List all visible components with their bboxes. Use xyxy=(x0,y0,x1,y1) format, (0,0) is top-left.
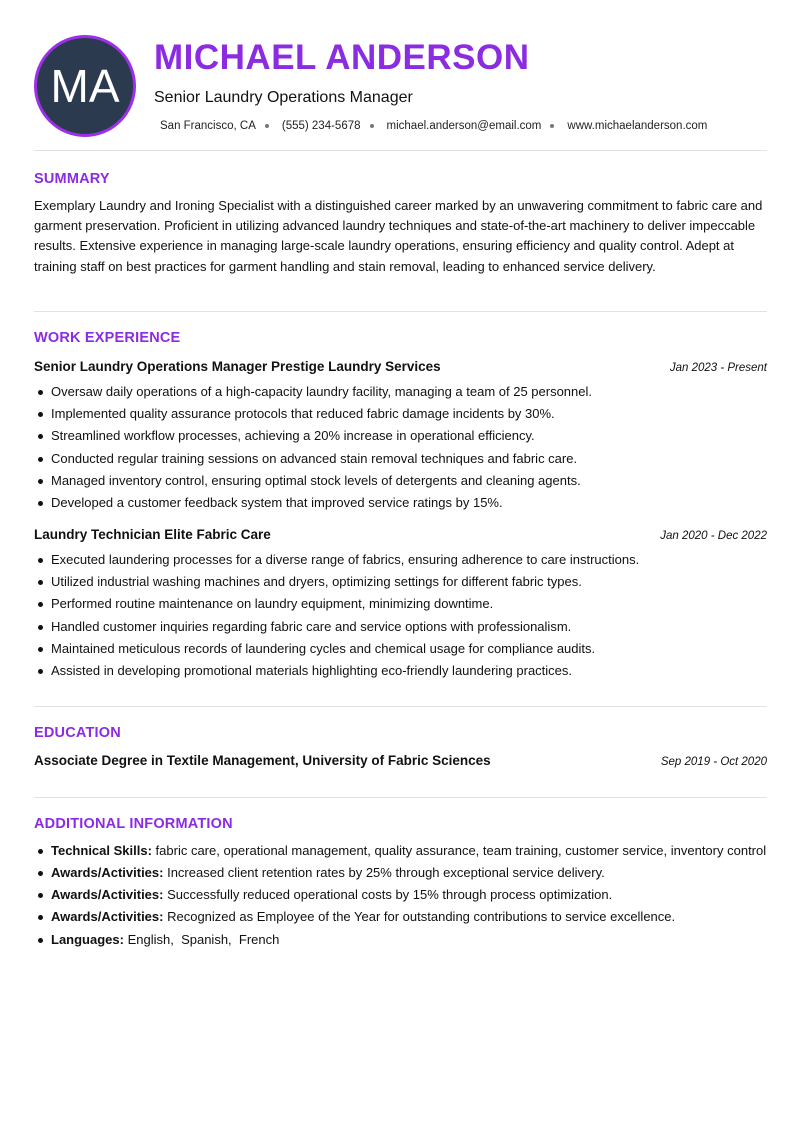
summary-text: Exemplary Laundry and Ironing Specialist with a distinguished career marked by an unwavering commitment to fabric care and garment preservation. Proficient in utilizing advanced laundry techniques and state-of-the-art machinery to deliver impeccable results. Extensive experience in managing large-scale laundry operations, ensuring efficiency and quality control. Adept at training staff on best practices for garment handling and stain removal, leading to enhanced service delivery. xyxy=(34,198,763,274)
list-item xyxy=(34,886,769,905)
job-header xyxy=(34,359,767,374)
separator-dot-icon xyxy=(370,124,374,128)
list-item xyxy=(34,931,769,950)
list-item: Handled customer inquiries regarding fabric care and service options with professionalism. xyxy=(34,618,764,640)
item-text: fabric care, operational management, quality assurance, team training, customer service, inventory control xyxy=(155,843,767,858)
contact-location: San Francisco, CA xyxy=(160,120,256,132)
education-dates: Sep 2019 - Oct 2020 xyxy=(660,756,767,768)
work-experience-heading: WORK EXPERIENCE xyxy=(34,330,181,346)
candidate-headline: Senior Laundry Operations Manager xyxy=(154,89,413,106)
job-title: Laundry Technician Elite Fabric Care xyxy=(34,527,271,542)
item-text: English, Spanish, French xyxy=(127,931,280,947)
education-heading: EDUCATION xyxy=(34,725,121,741)
candidate-name: MICHAEL ANDERSON xyxy=(154,38,530,77)
job-dates: Jan 2023 - Present xyxy=(669,362,767,374)
list-item: Oversaw daily operations of a high-capacity laundry facility, managing a team of 25 personnel. xyxy=(34,383,764,405)
item-text: Recognized as Employee of the Year for outstanding contributions to service excellence. xyxy=(167,909,676,924)
separator-dot-icon xyxy=(550,124,554,128)
job-bullet-list xyxy=(34,383,764,516)
item-label: Technical Skills: xyxy=(51,843,152,858)
list-item: Assisted in developing promotional materials highlighting eco-friendly laundering practices. xyxy=(34,662,764,684)
divider xyxy=(34,311,767,312)
list-item xyxy=(34,908,769,927)
list-item: Conducted regular training sessions on advanced stain removal techniques and fabric care. xyxy=(34,450,764,472)
summary-heading: SUMMARY xyxy=(34,171,110,187)
list-item: Streamlined workflow processes, achieving a 20% increase in operational efficiency. xyxy=(34,427,764,449)
education-entry xyxy=(34,753,767,768)
avatar-initials: MA xyxy=(50,60,120,112)
contact-website[interactable]: www.michaelanderson.com xyxy=(567,120,708,132)
contact-bar xyxy=(160,120,707,132)
list-item: Utilized industrial washing machines and dryers, optimizing settings for different fabric types. xyxy=(34,573,764,595)
list-item xyxy=(34,842,769,861)
job-dates: Jan 2020 - Dec 2022 xyxy=(660,530,767,542)
list-item xyxy=(34,864,769,883)
list-item: Maintained meticulous records of laundering cycles and chemical usage for compliance audits. xyxy=(34,640,764,662)
degree-title: Associate Degree in Textile Management, University of Fabric Sciences xyxy=(34,753,491,768)
item-label: Awards/Activities: xyxy=(51,909,164,924)
list-item: Developed a customer feedback system that improved service ratings by 15%. xyxy=(34,494,764,516)
list-item: Performed routine maintenance on laundry equipment, minimizing downtime. xyxy=(34,595,764,617)
divider xyxy=(34,150,767,151)
job-title: Senior Laundry Operations Manager Prestige Laundry Services xyxy=(34,359,441,374)
separator-dot-icon xyxy=(265,124,269,128)
divider xyxy=(34,797,767,798)
divider xyxy=(34,706,767,707)
contact-phone: (555) 234-5678 xyxy=(281,120,361,132)
avatar xyxy=(34,35,136,137)
item-label: Languages: xyxy=(51,931,124,947)
list-item: Implemented quality assurance protocols that reduced fabric damage incidents by 30%. xyxy=(34,405,764,427)
additional-info-heading: ADDITIONAL INFORMATION xyxy=(34,816,233,832)
item-text: Successfully reduced operational costs by 15% through process optimization. xyxy=(167,887,613,902)
contact-email[interactable]: michael.anderson@email.com xyxy=(386,120,542,132)
item-label: Awards/Activities: xyxy=(51,865,164,880)
item-text: Increased client retention rates by 25% through exceptional service delivery. xyxy=(167,865,605,880)
additional-info-list xyxy=(34,842,769,953)
item-label: Awards/Activities: xyxy=(51,887,164,902)
job-header xyxy=(34,527,767,542)
list-item: Executed laundering processes for a diverse range of fabrics, ensuring adherence to care instructions. xyxy=(34,551,764,573)
job-bullet-list xyxy=(34,551,764,684)
list-item: Managed inventory control, ensuring optimal stock levels of detergents and cleaning agents. xyxy=(34,472,764,494)
